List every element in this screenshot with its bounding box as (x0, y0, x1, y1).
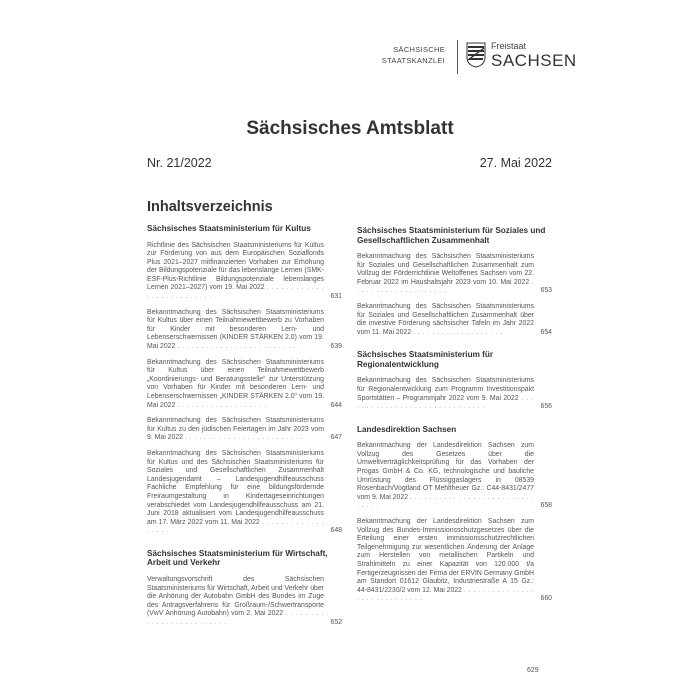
toc-entry[interactable] (357, 442, 552, 511)
toc-entry[interactable] (147, 309, 342, 352)
toc-entry[interactable] (357, 518, 552, 604)
leader-dots: . . . . . . . . . . . . . . . . . . . . (357, 278, 534, 295)
entry-text: Bekanntmachung des Sächsischen Staatsministeriums für Soziales und Gesellschaftlichen Zusammenhalt über die investive Förderung sächsischer Tafeln im Jahr 2022 vom 11. Mai 2022 (357, 302, 534, 336)
toc-entry[interactable] (147, 450, 342, 536)
section-heading: Sächsisches Staatsministerium für Soziales und Gesellschaftlichen Zusammenhalt (357, 226, 546, 245)
logo-staatskanzlei (375, 44, 445, 66)
toc-entry[interactable] (147, 417, 342, 443)
page-number: 660 (540, 595, 552, 603)
issue-number: Nr. 21/2022 (147, 156, 212, 170)
entry-text: Bekanntmachung des Sächsischen Staatsministeriums für Kultus und des Sächsischen Staatsministeriums für Soziales und Gesellschaftlichen Zusammenhalt Landesjugendamt – Landesjugendhilfeausschuss Fachliche Empfehlung für eine bildungsfördernde Freiraumgestaltung in Kindertageseinrichtungen verabschiedet vom Landesjugendhilfeausschuss am 21. Juni 2018 aktualisiert vom Landesjugendhilfeausschuss am 17. März 2022 vom 11. Mai 2022 (147, 449, 324, 526)
page-number: 644 (330, 401, 342, 409)
leader-dots: . . . . . . . . . . . . . . . . . . . . . . . . . . . . . . . (357, 493, 534, 510)
issue-date: 27. Mai 2022 (479, 156, 552, 170)
toc-entry[interactable] (357, 253, 552, 296)
page-number: 654 (540, 328, 552, 336)
section-heading: Sächsisches Staatsministerium für Wirtschaft, Arbeit und Verkehr (147, 548, 328, 568)
toc-entry[interactable] (357, 377, 552, 411)
section-heading: Sächsisches Staatsministerium für Regionalentwicklung (357, 350, 494, 369)
leader-dots: . . . . . . . . . . . . . . . . . . . . . . . . . (147, 610, 324, 626)
entry-text: Bekanntmachung des Sächsischen Staatsministeriums für Regionalentwicklung zum Programm Investitionspakt Sportstätten – Programmjahr 2022 vom 9. Mai 2022 (357, 377, 534, 402)
leader-dots: . . . . . . . . . . . . . . . . . . . . . . . . . . . . . (357, 586, 534, 603)
page-title: Sächsisches Amtsblatt (246, 118, 454, 139)
entry-text: Bekanntmachung des Sächsischen Staatsministeriums für Kultus über einen Teilnahmewettbewerb „Koordinierungs- und Beratungsstelle“ zur Unterstützung von Vorhaben für Kinder mit besonderen Lern- und Lebenserschwernissen „KINDER STÄRKEN 2.0“ vom 19. Mai 2022 (147, 358, 324, 409)
logo-left-line1: SÄCHSISCHE (393, 45, 445, 54)
leader-dots: . . . . . . . . . . . . . . . . . . . (177, 401, 267, 409)
leader-dots: . . . . . . . . . . . . . . . . . . . . . . . . . (184, 434, 304, 442)
toc-right-column (357, 226, 552, 611)
entry-text: Richtlinie des Sächsischen Staatsministeriums für Kultus zur Förderung von aus dem Europäischen Sozialfonds Plus 2021–2027 mitfinanzierten Vorhaben zur Erhöhung der Bildungspotenziale für das lebenslange Lernen (SMK-ESF-Plus-Richtlinie Bildungspotenziale lebenslanges Lernen 2021–2027) vom 19. Mai 2022 (147, 241, 324, 292)
page-number: 647 (330, 434, 342, 442)
logo-freistaat: Freistaat (491, 41, 527, 51)
entry-text: Bekanntmachung des Sächsischen Staatsministeriums für Kultus über einen Teilnahmewettbewerb zu Vorhaben für Kinder mit besonderen Lern- und Lebenserschwernissen (KINDER STÄRKEN 2.0) vom 19. Mai 2022 (147, 308, 324, 351)
toc-left-column (147, 224, 342, 634)
entry-text: Verwaltungsvorschrift des Sächsischen Staatsministeriums für Wirtschaft, Arbeit und Verkehr über die Anhörung der Autobahn GmbH des Bundes im Zuge des Antragsverfahrens für Großraum-/Schwertransporte (VwV Anhörung Autobahn) vom 2. Mai 2022 (147, 575, 324, 618)
page-folio: 629 (527, 667, 539, 674)
entry-text: Bekanntmachung des Sächsischen Staatsministeriums für Soziales und Gesellschaftlichen Zusammenhalt zum Vollzug der Förderrichtlinie Weltoffenes Sachsen vom 22. Februar 2022 im Haushaltsjahr 2023 vom 10. Mai 2022 (357, 253, 534, 286)
entry-text: Bekanntmachung der Landesdirektion Sachsen zum Vollzug des Bundes-Immissionsschutzgesetzes über die Erteilung einer ersten immissionsschutzrechtlichen Teilgenehmigung zur wesentlichen Änderung der Anlage zum Herstellen von metallischen Partikeln und Strahlmitteln zu einer Kapazität von 120.000 t/a Fertigerzeugnissen der Firma der ERVIN Germany GmbH am Standort 01612 Glaubitz, Industriestraße A 15 Gz.: 44-8431/2230/2 vom 12. Mai 2022 (357, 517, 534, 594)
toc-entry[interactable] (147, 242, 342, 302)
leader-dots: . . . . . . . . . . . . . . . . . . . . . . . . . . . . . . (357, 394, 534, 411)
logo-left-line2: STAATSKANZLEI (381, 56, 445, 65)
toc-entry[interactable] (147, 359, 342, 411)
page-number: 656 (540, 403, 552, 411)
toc-entry[interactable] (357, 303, 552, 337)
entry-text: Bekanntmachung der Landesdirektion Sachsen zum Vollzug des Gesetzes über die Umweltverträglichkeitsprüfung für das Vorhaben der Progas GmbH & Co. KG, technologische und bauliche Umrüstung des Flüssiggaslagers in 08539 Rosenbach/Vogtland OT Mehltheuer Gz.: C44-8431/2477 vom 9. Mai 2022 (357, 442, 534, 501)
entry-text: Bekanntmachung des Sächsischen Staatsministeriums für Kultus zu den jüdischen Feiertagen im Jahr 2023 vom 9. Mai 2022 (147, 417, 324, 442)
page-number: 652 (330, 618, 342, 626)
page-number: 631 (330, 293, 342, 301)
header-logo (375, 38, 577, 78)
leader-dots: . . . . . . . . . . . . . . . . . . . . . . . . . . (177, 343, 301, 351)
toc-heading: Inhaltsverzeichnis (147, 199, 273, 215)
page-number: 639 (330, 343, 342, 351)
page-number: 653 (540, 287, 552, 295)
logo-divider (457, 40, 458, 74)
toc-entry[interactable] (147, 576, 342, 628)
page-number: 648 (330, 527, 342, 535)
logo-sachsen: SACHSEN (491, 51, 577, 70)
section-heading: Landesdirektion Sachsen (357, 424, 457, 434)
leader-dots: . . . . . . . . . . . . . . . . . . (147, 518, 324, 535)
leader-dots: . . . . . . . . . . . . . . . . . . . (413, 328, 503, 336)
section-heading: Sächsisches Staatsministerium für Kultus (147, 224, 311, 233)
leader-dots: . . . . . . . . . . . . . . . . . . . . . . . . . . (147, 284, 324, 301)
saxony-crest-icon (466, 42, 486, 68)
page-number: 658 (540, 502, 552, 510)
